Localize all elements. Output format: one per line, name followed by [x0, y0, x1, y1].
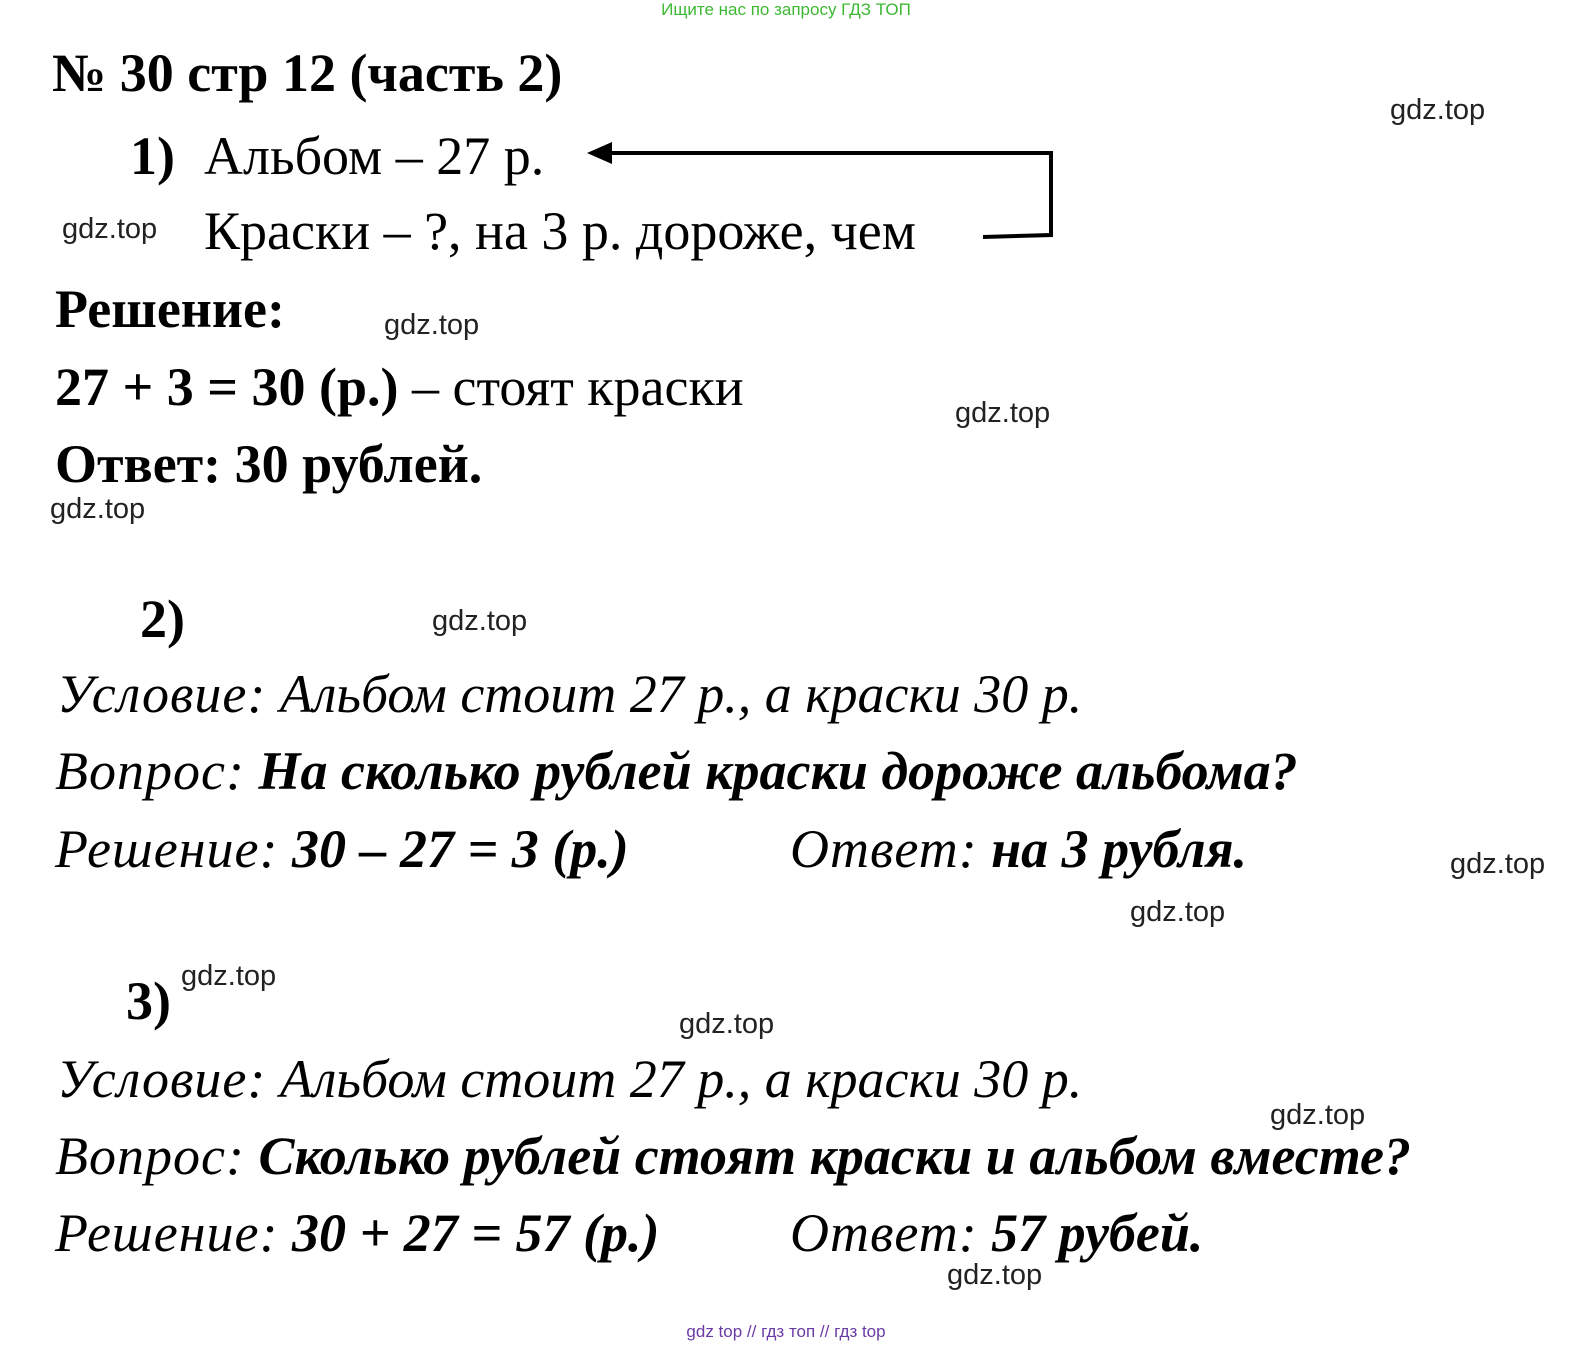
- watermark: gdz.top: [181, 960, 277, 992]
- part2-condition-text: Альбом стоит 27 р., а краски 30 р.: [266, 664, 1083, 724]
- watermark: gdz.top: [1390, 94, 1486, 126]
- part2-question-label: Вопрос:: [55, 741, 245, 801]
- part3-condition-label: Условие:: [57, 1049, 267, 1109]
- watermark: gdz.top: [1130, 896, 1226, 928]
- footer-links: gdz top // гдз топ // гдз top: [686, 1322, 886, 1341]
- part2-number: 2): [140, 589, 185, 649]
- part1-equation-line: [55, 356, 744, 418]
- part1-equation-tail: – стоят краски: [398, 357, 744, 417]
- part2-solution-text: 30 – 27 = 3 (р.): [278, 819, 629, 879]
- watermark: gdz.top: [679, 1008, 775, 1040]
- part3-answer: [790, 1202, 1203, 1264]
- part3-question-text: Сколько рублей стоят краски и альбом вместе?: [244, 1126, 1411, 1186]
- part1-line-paints: Краски – ?, на 3 р. дороже, чем: [204, 201, 916, 261]
- watermark: gdz.top: [62, 213, 158, 245]
- part2-condition: [57, 663, 1082, 725]
- part3-number: 3): [126, 971, 171, 1031]
- part2-answer-text: на 3 рубля.: [977, 819, 1248, 879]
- part1-line-album: Альбом – 27 р.: [204, 126, 545, 186]
- part3-condition: [57, 1048, 1082, 1110]
- watermark: gdz.top: [384, 309, 480, 341]
- part3-answer-text: 57 рубей.: [977, 1203, 1204, 1263]
- watermark: gdz.top: [1450, 848, 1546, 880]
- watermark: gdz.top: [947, 1259, 1043, 1291]
- part3-solution-label: Решение:: [55, 1203, 279, 1263]
- top-banner: Ищите нас по запросу ГДЗ ТОП: [661, 0, 911, 19]
- part2-question-text: На сколько рублей краски дороже альбома?: [244, 741, 1298, 801]
- watermark: gdz.top: [50, 493, 146, 525]
- part2-condition-label: Условие:: [57, 664, 267, 724]
- part3-solution: [55, 1202, 660, 1264]
- part3-question-label: Вопрос:: [55, 1126, 245, 1186]
- part2-answer-label: Ответ:: [790, 819, 978, 879]
- part1-answer: Ответ: 30 рублей.: [55, 434, 483, 494]
- watermark: gdz.top: [432, 605, 528, 637]
- part3-solution-text: 30 + 27 = 57 (р.): [278, 1203, 660, 1263]
- part1-number: 1): [130, 126, 175, 186]
- part1-solution-label: Решение:: [55, 279, 285, 339]
- part3-answer-label: Ответ:: [790, 1203, 978, 1263]
- part2-answer: [790, 818, 1247, 880]
- part2-solution: [55, 818, 629, 880]
- part3-condition-text: Альбом стоит 27 р., а краски 30 р.: [266, 1049, 1083, 1109]
- part2-question: [55, 740, 1298, 802]
- part1-equation: 27 + 3 = 30 (р.): [55, 357, 399, 417]
- part2-solution-label: Решение:: [55, 819, 279, 879]
- part3-question: [55, 1125, 1411, 1187]
- watermark: gdz.top: [955, 397, 1051, 429]
- watermark: gdz.top: [1270, 1099, 1366, 1131]
- page-title: № 30 стр 12 (часть 2): [52, 43, 563, 103]
